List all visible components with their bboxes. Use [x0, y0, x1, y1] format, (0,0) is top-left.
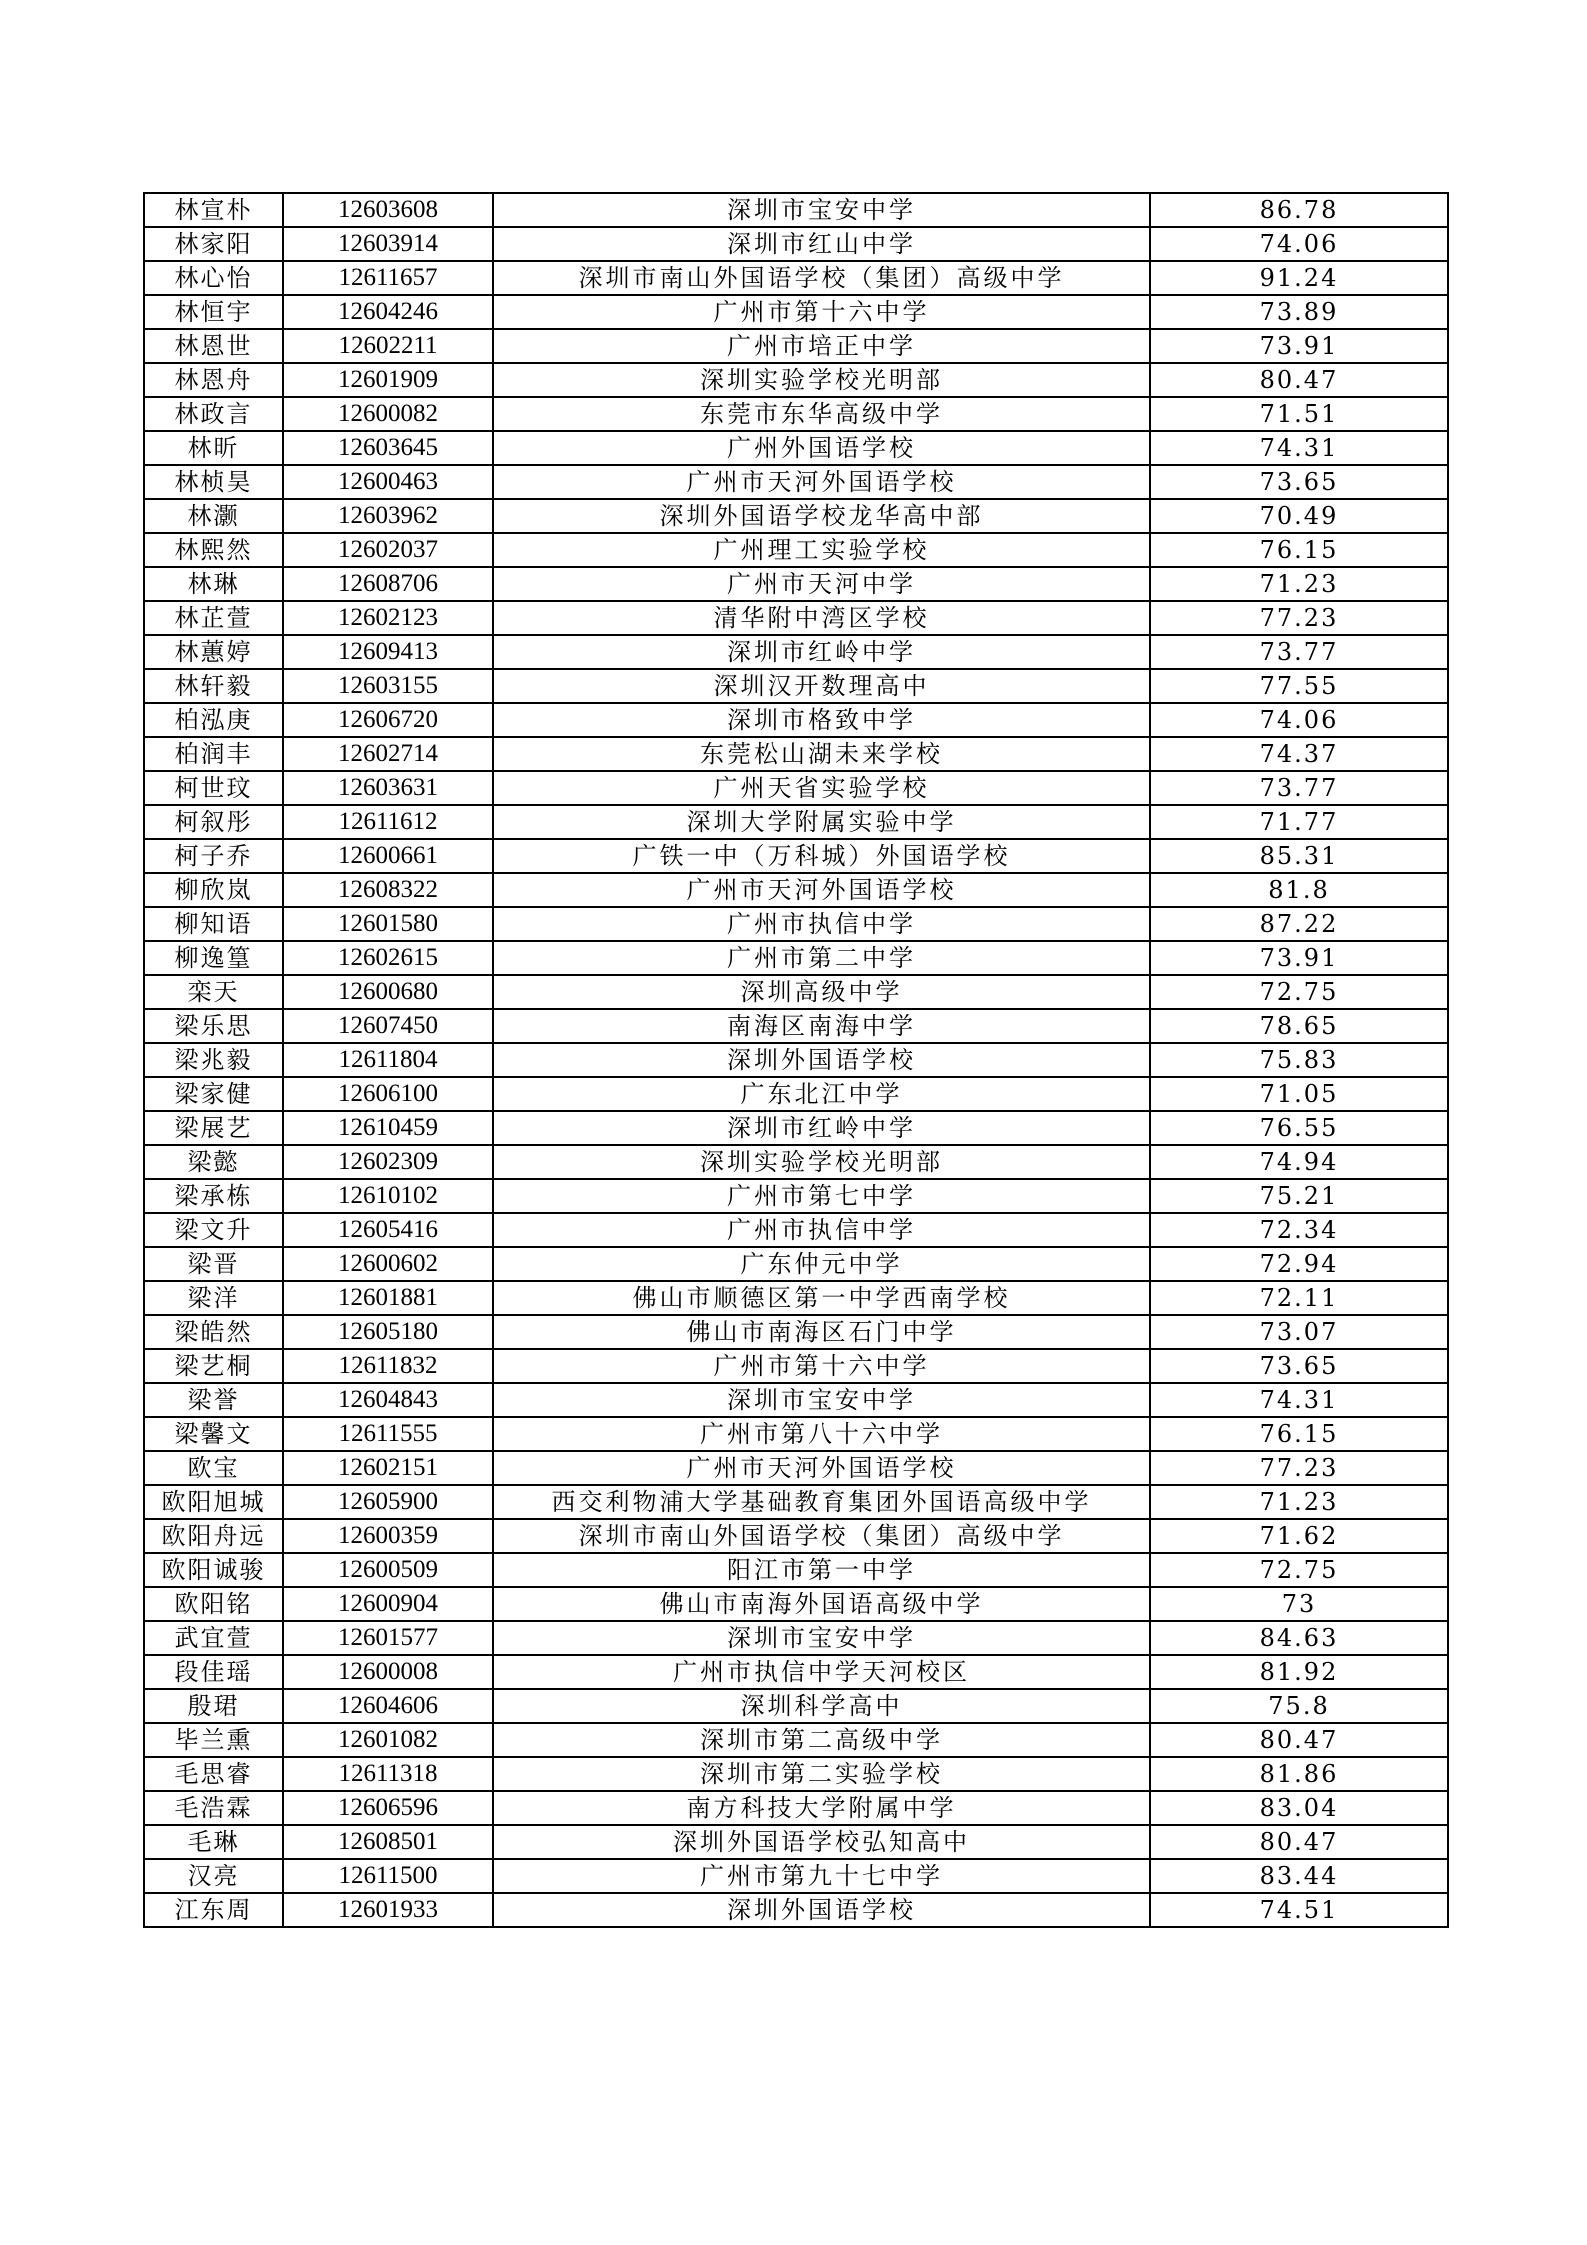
candidate-id-cell: 12604246 [283, 295, 493, 329]
school-name-cell: 南方科技大学附属中学 [493, 1791, 1150, 1825]
candidate-id-cell: 12602615 [283, 941, 493, 975]
candidate-id-cell: 12600680 [283, 975, 493, 1009]
score-cell: 74.37 [1150, 737, 1448, 771]
student-name-cell: 汉亮 [144, 1859, 283, 1893]
student-name-cell: 梁馨文 [144, 1417, 283, 1451]
score-cell: 72.75 [1150, 1553, 1448, 1587]
score-cell: 72.11 [1150, 1281, 1448, 1315]
student-name-cell: 柳逸篁 [144, 941, 283, 975]
student-name-cell: 梁皓然 [144, 1315, 283, 1349]
table-row [144, 805, 1448, 839]
score-cell: 73.65 [1150, 465, 1448, 499]
table-row [144, 1485, 1448, 1519]
candidate-id-cell: 12600904 [283, 1587, 493, 1621]
school-name-cell: 广州市第十六中学 [493, 295, 1150, 329]
table-row [144, 601, 1448, 635]
score-table [143, 192, 1449, 1928]
table-row [144, 1621, 1448, 1655]
score-cell: 75.21 [1150, 1179, 1448, 1213]
table-row [144, 499, 1448, 533]
school-name-cell: 广州市第二中学 [493, 941, 1150, 975]
school-name-cell: 深圳市格致中学 [493, 703, 1150, 737]
candidate-id-cell: 12611318 [283, 1757, 493, 1791]
score-cell: 77.23 [1150, 1451, 1448, 1485]
student-name-cell: 柳欣岚 [144, 873, 283, 907]
candidate-id-cell: 12600359 [283, 1519, 493, 1553]
table-row [144, 1451, 1448, 1485]
candidate-id-cell: 12602037 [283, 533, 493, 567]
table-row [144, 465, 1448, 499]
school-name-cell: 广州理工实验学校 [493, 533, 1150, 567]
table-row [144, 1859, 1448, 1893]
candidate-id-cell: 12604606 [283, 1689, 493, 1723]
school-name-cell: 广州天省实验学校 [493, 771, 1150, 805]
score-cell: 78.65 [1150, 1009, 1448, 1043]
table-row [144, 1213, 1448, 1247]
school-name-cell: 广州市执信中学 [493, 1213, 1150, 1247]
candidate-id-cell: 12611555 [283, 1417, 493, 1451]
school-name-cell: 广州市天河外国语学校 [493, 873, 1150, 907]
school-name-cell: 深圳汉开数理高中 [493, 669, 1150, 703]
table-row [144, 1723, 1448, 1757]
student-name-cell: 梁承栋 [144, 1179, 283, 1213]
student-name-cell: 欧宝 [144, 1451, 283, 1485]
student-name-cell: 林熙然 [144, 533, 283, 567]
table-row [144, 1587, 1448, 1621]
score-cell: 80.47 [1150, 1723, 1448, 1757]
table-row [144, 737, 1448, 771]
table-row [144, 1077, 1448, 1111]
school-name-cell: 东莞松山湖未来学校 [493, 737, 1150, 771]
candidate-id-cell: 12601577 [283, 1621, 493, 1655]
school-name-cell: 广州市天河外国语学校 [493, 1451, 1150, 1485]
table-row [144, 397, 1448, 431]
student-name-cell: 柯世玟 [144, 771, 283, 805]
candidate-id-cell: 12603631 [283, 771, 493, 805]
student-name-cell: 梁晋 [144, 1247, 283, 1281]
student-name-cell: 毛琳 [144, 1825, 283, 1859]
student-name-cell: 毛思睿 [144, 1757, 283, 1791]
student-name-cell: 林心怡 [144, 261, 283, 295]
school-name-cell: 深圳大学附属实验中学 [493, 805, 1150, 839]
student-name-cell: 武宜萱 [144, 1621, 283, 1655]
school-name-cell: 深圳市红岭中学 [493, 635, 1150, 669]
score-list-table [143, 192, 1447, 1928]
school-name-cell: 西交利物浦大学基础教育集团外国语高级中学 [493, 1485, 1150, 1519]
table-row [144, 1519, 1448, 1553]
student-name-cell: 林桢昊 [144, 465, 283, 499]
table-row [144, 635, 1448, 669]
table-row [144, 193, 1448, 227]
score-cell: 75.8 [1150, 1689, 1448, 1723]
student-name-cell: 林灏 [144, 499, 283, 533]
table-row [144, 1383, 1448, 1417]
candidate-id-cell: 12602714 [283, 737, 493, 771]
student-name-cell: 梁懿 [144, 1145, 283, 1179]
candidate-id-cell: 12610459 [283, 1111, 493, 1145]
score-cell: 87.22 [1150, 907, 1448, 941]
school-name-cell: 广州市第九十七中学 [493, 1859, 1150, 1893]
score-cell: 74.31 [1150, 431, 1448, 465]
table-row [144, 227, 1448, 261]
score-cell: 75.83 [1150, 1043, 1448, 1077]
school-name-cell: 广州市第十六中学 [493, 1349, 1150, 1383]
candidate-id-cell: 12601933 [283, 1893, 493, 1927]
table-row [144, 1655, 1448, 1689]
student-name-cell: 柏润丰 [144, 737, 283, 771]
candidate-id-cell: 12606720 [283, 703, 493, 737]
candidate-id-cell: 12605416 [283, 1213, 493, 1247]
score-cell: 73.07 [1150, 1315, 1448, 1349]
table-row [144, 1179, 1448, 1213]
student-name-cell: 林政言 [144, 397, 283, 431]
student-name-cell: 梁文升 [144, 1213, 283, 1247]
school-name-cell: 阳江市第一中学 [493, 1553, 1150, 1587]
score-cell: 81.8 [1150, 873, 1448, 907]
candidate-id-cell: 12605180 [283, 1315, 493, 1349]
student-name-cell: 林家阳 [144, 227, 283, 261]
school-name-cell: 广州市执信中学天河校区 [493, 1655, 1150, 1689]
table-row [144, 567, 1448, 601]
candidate-id-cell: 12606596 [283, 1791, 493, 1825]
table-row [144, 907, 1448, 941]
score-cell: 73.91 [1150, 941, 1448, 975]
table-row [144, 295, 1448, 329]
school-name-cell: 广铁一中（万科城）外国语学校 [493, 839, 1150, 873]
student-name-cell: 林蕙婷 [144, 635, 283, 669]
score-cell: 73 [1150, 1587, 1448, 1621]
candidate-id-cell: 12611832 [283, 1349, 493, 1383]
student-name-cell: 林恒宇 [144, 295, 283, 329]
student-name-cell: 欧阳铭 [144, 1587, 283, 1621]
score-cell: 71.05 [1150, 1077, 1448, 1111]
student-name-cell: 欧阳诚骏 [144, 1553, 283, 1587]
table-row [144, 771, 1448, 805]
school-name-cell: 深圳市南山外国语学校（集团）高级中学 [493, 1519, 1150, 1553]
score-cell: 72.75 [1150, 975, 1448, 1009]
candidate-id-cell: 12610102 [283, 1179, 493, 1213]
school-name-cell: 深圳市第二实验学校 [493, 1757, 1150, 1791]
score-cell: 71.23 [1150, 567, 1448, 601]
score-cell: 71.62 [1150, 1519, 1448, 1553]
score-cell: 74.06 [1150, 703, 1448, 737]
student-name-cell: 梁家健 [144, 1077, 283, 1111]
table-row [144, 975, 1448, 1009]
school-name-cell: 深圳市红岭中学 [493, 1111, 1150, 1145]
school-name-cell: 深圳市宝安中学 [493, 193, 1150, 227]
candidate-id-cell: 12600008 [283, 1655, 493, 1689]
score-cell: 72.34 [1150, 1213, 1448, 1247]
school-name-cell: 广州市天河外国语学校 [493, 465, 1150, 499]
candidate-id-cell: 12608706 [283, 567, 493, 601]
school-name-cell: 东莞市东华高级中学 [493, 397, 1150, 431]
score-cell: 74.51 [1150, 1893, 1448, 1927]
score-cell: 73.77 [1150, 771, 1448, 805]
table-row [144, 669, 1448, 703]
candidate-id-cell: 12603608 [283, 193, 493, 227]
candidate-id-cell: 12603155 [283, 669, 493, 703]
school-name-cell: 广州外国语学校 [493, 431, 1150, 465]
table-row [144, 1009, 1448, 1043]
table-row [144, 1111, 1448, 1145]
table-row [144, 431, 1448, 465]
score-cell: 81.86 [1150, 1757, 1448, 1791]
score-cell: 71.51 [1150, 397, 1448, 431]
score-cell: 81.92 [1150, 1655, 1448, 1689]
table-row [144, 1145, 1448, 1179]
score-cell: 71.23 [1150, 1485, 1448, 1519]
candidate-id-cell: 12606100 [283, 1077, 493, 1111]
student-name-cell: 林芷萱 [144, 601, 283, 635]
candidate-id-cell: 12605900 [283, 1485, 493, 1519]
school-name-cell: 南海区南海中学 [493, 1009, 1150, 1043]
school-name-cell: 深圳市宝安中学 [493, 1621, 1150, 1655]
score-cell: 76.15 [1150, 1417, 1448, 1451]
candidate-id-cell: 12600602 [283, 1247, 493, 1281]
school-name-cell: 深圳实验学校光明部 [493, 363, 1150, 397]
student-name-cell: 殷珺 [144, 1689, 283, 1723]
school-name-cell: 佛山市南海外国语高级中学 [493, 1587, 1150, 1621]
school-name-cell: 佛山市南海区石门中学 [493, 1315, 1150, 1349]
score-cell: 83.44 [1150, 1859, 1448, 1893]
school-name-cell: 广东北江中学 [493, 1077, 1150, 1111]
student-name-cell: 梁艺桐 [144, 1349, 283, 1383]
table-row [144, 1893, 1448, 1927]
candidate-id-cell: 12603962 [283, 499, 493, 533]
candidate-id-cell: 12608501 [283, 1825, 493, 1859]
school-name-cell: 深圳市红山中学 [493, 227, 1150, 261]
candidate-id-cell: 12600082 [283, 397, 493, 431]
score-cell: 91.24 [1150, 261, 1448, 295]
school-name-cell: 广东仲元中学 [493, 1247, 1150, 1281]
student-name-cell: 欧阳旭城 [144, 1485, 283, 1519]
table-row [144, 1247, 1448, 1281]
score-cell: 80.47 [1150, 1825, 1448, 1859]
score-cell: 73.91 [1150, 329, 1448, 363]
candidate-id-cell: 12609413 [283, 635, 493, 669]
school-name-cell: 深圳外国语学校 [493, 1893, 1150, 1927]
school-name-cell: 广州市执信中学 [493, 907, 1150, 941]
school-name-cell: 佛山市顺德区第一中学西南学校 [493, 1281, 1150, 1315]
table-row [144, 703, 1448, 737]
candidate-id-cell: 12603645 [283, 431, 493, 465]
table-row [144, 1349, 1448, 1383]
candidate-id-cell: 12601881 [283, 1281, 493, 1315]
candidate-id-cell: 12611612 [283, 805, 493, 839]
table-row [144, 1553, 1448, 1587]
table-row [144, 533, 1448, 567]
table-row [144, 873, 1448, 907]
candidate-id-cell: 12601909 [283, 363, 493, 397]
score-cell: 77.23 [1150, 601, 1448, 635]
table-row [144, 941, 1448, 975]
score-cell: 83.04 [1150, 1791, 1448, 1825]
school-name-cell: 广州市天河中学 [493, 567, 1150, 601]
table-row [144, 1791, 1448, 1825]
student-name-cell: 欧阳舟远 [144, 1519, 283, 1553]
school-name-cell: 深圳市南山外国语学校（集团）高级中学 [493, 261, 1150, 295]
student-name-cell: 林琳 [144, 567, 283, 601]
student-name-cell: 梁誉 [144, 1383, 283, 1417]
student-name-cell: 柳知语 [144, 907, 283, 941]
table-row [144, 329, 1448, 363]
student-name-cell: 林恩舟 [144, 363, 283, 397]
student-name-cell: 林轩毅 [144, 669, 283, 703]
student-name-cell: 梁乐思 [144, 1009, 283, 1043]
candidate-id-cell: 12601580 [283, 907, 493, 941]
table-row [144, 1315, 1448, 1349]
student-name-cell: 栾天 [144, 975, 283, 1009]
score-cell: 86.78 [1150, 193, 1448, 227]
candidate-id-cell: 12600463 [283, 465, 493, 499]
student-name-cell: 林宣朴 [144, 193, 283, 227]
student-name-cell: 柏泓庚 [144, 703, 283, 737]
score-cell: 70.49 [1150, 499, 1448, 533]
school-name-cell: 广州市培正中学 [493, 329, 1150, 363]
candidate-id-cell: 12604843 [283, 1383, 493, 1417]
score-cell: 72.94 [1150, 1247, 1448, 1281]
candidate-id-cell: 12603914 [283, 227, 493, 261]
score-cell: 85.31 [1150, 839, 1448, 873]
school-name-cell: 深圳高级中学 [493, 975, 1150, 1009]
student-name-cell: 段佳瑶 [144, 1655, 283, 1689]
student-name-cell: 梁洋 [144, 1281, 283, 1315]
candidate-id-cell: 12611804 [283, 1043, 493, 1077]
school-name-cell: 深圳实验学校光明部 [493, 1145, 1150, 1179]
candidate-id-cell: 12602309 [283, 1145, 493, 1179]
school-name-cell: 深圳外国语学校弘知高中 [493, 1825, 1150, 1859]
table-row [144, 1417, 1448, 1451]
student-name-cell: 柯子乔 [144, 839, 283, 873]
score-cell: 74.94 [1150, 1145, 1448, 1179]
candidate-id-cell: 12601082 [283, 1723, 493, 1757]
table-body [144, 193, 1448, 1927]
table-row [144, 1757, 1448, 1791]
student-name-cell: 梁展艺 [144, 1111, 283, 1145]
score-cell: 74.31 [1150, 1383, 1448, 1417]
candidate-id-cell: 12607450 [283, 1009, 493, 1043]
score-cell: 71.77 [1150, 805, 1448, 839]
school-name-cell: 深圳外国语学校 [493, 1043, 1150, 1077]
score-cell: 76.15 [1150, 533, 1448, 567]
table-row [144, 1281, 1448, 1315]
score-cell: 73.89 [1150, 295, 1448, 329]
school-name-cell: 深圳市宝安中学 [493, 1383, 1150, 1417]
score-cell: 73.65 [1150, 1349, 1448, 1383]
candidate-id-cell: 12602123 [283, 601, 493, 635]
score-cell: 84.63 [1150, 1621, 1448, 1655]
candidate-id-cell: 12600661 [283, 839, 493, 873]
student-name-cell: 江东周 [144, 1893, 283, 1927]
student-name-cell: 柯叙彤 [144, 805, 283, 839]
score-cell: 74.06 [1150, 227, 1448, 261]
candidate-id-cell: 12611500 [283, 1859, 493, 1893]
school-name-cell: 广州市第八十六中学 [493, 1417, 1150, 1451]
student-name-cell: 林恩世 [144, 329, 283, 363]
score-cell: 73.77 [1150, 635, 1448, 669]
school-name-cell: 深圳外国语学校龙华高中部 [493, 499, 1150, 533]
table-row [144, 1825, 1448, 1859]
candidate-id-cell: 12600509 [283, 1553, 493, 1587]
candidate-id-cell: 12608322 [283, 873, 493, 907]
table-row [144, 1689, 1448, 1723]
school-name-cell: 广州市第七中学 [493, 1179, 1150, 1213]
table-row [144, 839, 1448, 873]
candidate-id-cell: 12602151 [283, 1451, 493, 1485]
score-cell: 76.55 [1150, 1111, 1448, 1145]
school-name-cell: 深圳市第二高级中学 [493, 1723, 1150, 1757]
table-row [144, 261, 1448, 295]
student-name-cell: 梁兆毅 [144, 1043, 283, 1077]
candidate-id-cell: 12602211 [283, 329, 493, 363]
student-name-cell: 毛浩霖 [144, 1791, 283, 1825]
score-cell: 80.47 [1150, 363, 1448, 397]
student-name-cell: 毕兰熏 [144, 1723, 283, 1757]
school-name-cell: 深圳科学高中 [493, 1689, 1150, 1723]
candidate-id-cell: 12611657 [283, 261, 493, 295]
student-name-cell: 林昕 [144, 431, 283, 465]
table-row [144, 363, 1448, 397]
score-cell: 77.55 [1150, 669, 1448, 703]
table-row [144, 1043, 1448, 1077]
school-name-cell: 清华附中湾区学校 [493, 601, 1150, 635]
